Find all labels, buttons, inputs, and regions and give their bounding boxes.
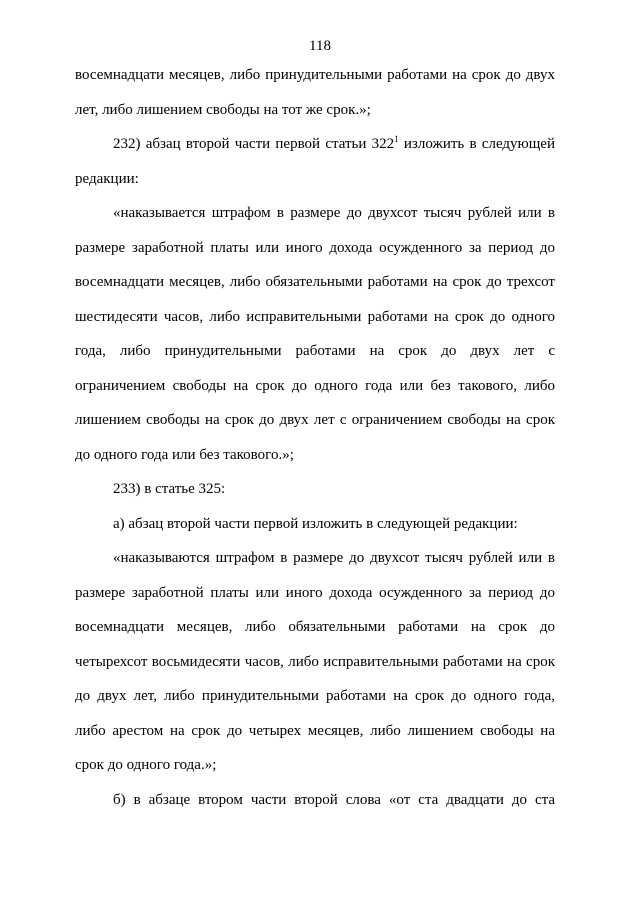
text-line: б) в абзаце втором части второй слова «от ста двадцати до ста bbox=[113, 792, 555, 808]
text-line: года, либо принудительными работами на срок до двух лет с bbox=[75, 343, 555, 359]
page-number: 118 bbox=[309, 38, 331, 54]
text-line: до двух лет, либо принудительными работами на срок до одного года, bbox=[75, 688, 555, 704]
text-line: срок до одного года.»; bbox=[75, 757, 217, 773]
text-line: лишением свободы на срок до двух лет с ограничением свободы на срок bbox=[75, 412, 555, 428]
text-line: до одного года или без такового.»; bbox=[75, 446, 294, 463]
text-line: восемнадцати месяцев, либо обязательными работами на срок до трехсот bbox=[75, 274, 555, 290]
paragraph-subitem-b bbox=[75, 783, 555, 818]
text-line: «наказываются штрафом в размере до двухсот тысяч рублей или в bbox=[113, 550, 555, 566]
paragraph-item-233 bbox=[75, 472, 555, 507]
quoted-paragraph-325 bbox=[75, 541, 555, 783]
text-line: редакции: bbox=[75, 170, 139, 187]
text-line: четырехсот восьмидесяти часов, либо исправительными работами на срок bbox=[75, 653, 555, 670]
text-fragment: изложить в следующей bbox=[398, 136, 555, 152]
text-line: размере заработной платы или иного дохода осужденного за период до bbox=[75, 584, 555, 601]
text-line: либо арестом на срок до четырех месяцев, либо лишением свободы на bbox=[75, 722, 555, 739]
text-line: размере заработной платы или иного дохода осужденного за период до bbox=[75, 239, 555, 256]
text-fragment: 232) абзац второй части первой статьи 322 bbox=[113, 136, 395, 152]
text-line bbox=[75, 127, 555, 162]
text-line: восемнадцати месяцев, либо принудительными работами на срок до двух bbox=[75, 67, 555, 83]
paragraph-item-232 bbox=[75, 127, 555, 196]
text-line: ограничением свободы на срок до одного года или без такового, либо bbox=[75, 377, 555, 394]
text-line: восемнадцати месяцев, либо обязательными работами на срок до bbox=[75, 619, 555, 635]
paragraph-subitem-a bbox=[75, 507, 555, 542]
text-line: «наказывается штрафом в размере до двухсот тысяч рублей или в bbox=[113, 205, 555, 221]
text-line: лет, либо лишением свободы на тот же срок.»; bbox=[75, 101, 371, 118]
superscript: 1 bbox=[394, 134, 399, 144]
text-line: 233) в статье 325: bbox=[113, 481, 226, 497]
text-line: шестидесяти часов, либо исправительными работами на срок до одного bbox=[75, 308, 555, 325]
paragraph-continuation bbox=[75, 58, 555, 127]
text-line: а) абзац второй части первой изложить в следующей редакции: bbox=[113, 516, 518, 532]
quoted-paragraph-322 bbox=[75, 196, 555, 472]
